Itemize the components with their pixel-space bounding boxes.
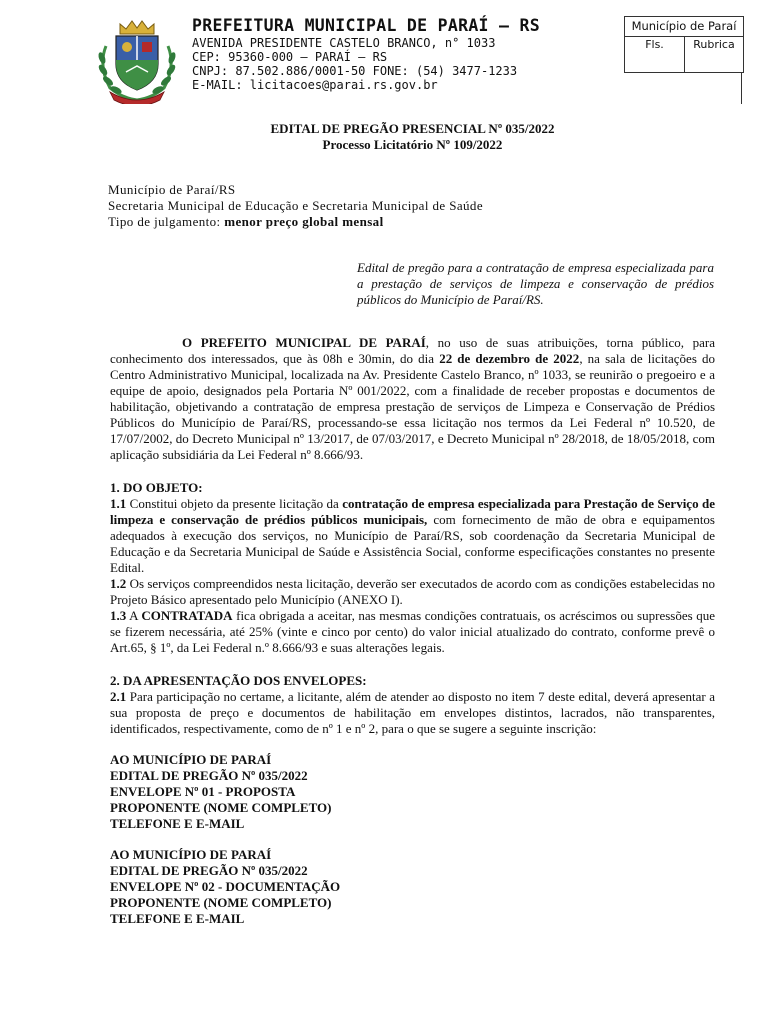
paragraph-text: Para participação no certame, a licitante, além de atender ao disposto no item 7 deste edital, deverá apresentar a sua proposta de preço e documentos de habilitação em envelopes distintos, lacrados, não transparentes, identificados, respectivamente, como de nº 1 e nº 2, para o que se sugere a seguinte inscrição:	[110, 689, 715, 736]
envelope-line: AO MUNICÍPIO DE PARAÍ	[110, 847, 272, 862]
municipality-title: PREFEITURA MUNICIPAL DE PARAÍ – RS	[192, 16, 540, 35]
document-heading	[110, 121, 715, 153]
paragraph-1-1	[110, 496, 715, 576]
envelope-line: ENVELOPE Nº 01 - PROPOSTA	[110, 784, 296, 799]
document-body	[110, 335, 715, 927]
stamp-margin-line	[741, 72, 742, 104]
paragraph-text: Constitui objeto da presente licitação da	[126, 496, 343, 511]
address-line: AVENIDA PRESIDENTE CASTELO BRANCO, n° 1033	[192, 36, 496, 50]
stamp-fls-label: Fls.	[625, 37, 685, 72]
paragraph-text: A	[126, 608, 142, 623]
julgamento-label: Tipo de julgamento:	[108, 214, 225, 229]
email-line: E-MAIL: licitacoes@parai.rs.gov.br	[192, 78, 438, 92]
intro-text-1: , no uso de suas atribuições, torna público, para conhecimento dos interessados, que às 08h e 30min, do dia	[110, 335, 715, 366]
paragraph-1-3	[110, 608, 715, 656]
envelope-line: AO MUNICÍPIO DE PARAÍ	[110, 752, 272, 767]
envelope-line: PROPONENTE (NOME COMPLETO)	[110, 895, 332, 910]
intro-paragraph	[110, 335, 715, 463]
meta-julgamento	[108, 214, 483, 230]
paragraph-bold-text: contratação de empresa especializada para Prestação de Serviço de limpeza e conservação de prédios públicos municipais,	[110, 496, 715, 527]
envelope-line: EDITAL DE PREGÃO Nº 035/2022	[110, 768, 308, 783]
paragraph-bold-text: CONTRATADA	[141, 608, 233, 623]
cep-line: CEP: 95360-000 – PARAÍ – RS	[192, 50, 388, 64]
intro-date: 22 de dezembro de 2022	[439, 351, 580, 366]
section-1-title: 1. DO OBJETO:	[110, 480, 203, 495]
envelope-line: PROPONENTE (NOME COMPLETO)	[110, 800, 332, 815]
envelope-1-label	[110, 752, 715, 832]
edital-title: EDITAL DE PREGÃO PRESENCIAL Nº 035/2022	[270, 121, 555, 136]
envelope-line: EDITAL DE PREGÃO Nº 035/2022	[110, 863, 308, 878]
letterhead	[192, 16, 540, 92]
page-stamp-box	[624, 16, 744, 73]
edital-summary: Edital de pregão para a contratação de empresa especializada para a prestação de serviços de limpeza e conservação de prédios públicos do Município de Paraí/RS.	[357, 260, 714, 307]
envelope-line: TELEFONE E E-MAIL	[110, 816, 245, 831]
envelope-line: ENVELOPE Nº 02 - DOCUMENTAÇÃO	[110, 879, 341, 894]
process-number: Processo Licitatório Nº 109/2022	[322, 137, 503, 152]
document-meta	[108, 182, 483, 230]
meta-secretaria: Secretaria Municipal de Educação e Secretaria Municipal de Saúde	[108, 198, 483, 213]
cnpj-phone-line: CNPJ: 87.502.886/0001-50 FONE: (54) 3477-1233	[192, 64, 518, 78]
envelope-line: TELEFONE E E-MAIL	[110, 911, 245, 926]
stamp-rubrica-label: Rubrica	[693, 38, 735, 51]
item-number: 1.1	[110, 496, 127, 511]
envelope-2-label	[110, 847, 715, 927]
stamp-title: Município de Paraí	[625, 17, 743, 37]
meta-municipio: Município de Paraí/RS	[108, 182, 236, 197]
paragraph-2-1	[110, 689, 715, 737]
municipal-coat-of-arms-icon	[92, 16, 182, 104]
intro-lead: O PREFEITO MUNICIPAL DE PARAÍ	[182, 335, 426, 350]
intro-text-2: , na sala de licitações do Centro Administrativo Municipal, localizada na Av. Presidente Castelo Branco, nº 1033, se reunirão o pregoeiro e a equipe de apoio, designados pela Portaria Nº 001/2022, com a finalidade de receber propostas e documentos de habilitação, objetivando a contratação de empresa prestação de serviços de Limpeza e Conservação de Prédios Públicos do Município de Paraí/RS, processando-se essa licitação nos termos da Lei Federal nº 10.520, de 17/07/2002, do Decreto Municipal nº 13/2017, de 07/03/2017, e Decreto Municipal nº 28/2018, de 18/05/2018, com aplicação subsidiária da Lei Federal nº 8.666/93.	[110, 351, 715, 462]
item-number: 1.2	[110, 576, 127, 591]
stamp-fields	[625, 37, 743, 72]
julgamento-value: menor preço global mensal	[224, 214, 384, 229]
item-number: 2.1	[110, 689, 127, 704]
paragraph-text: fica obrigada a aceitar, nas mesmas condições contratuais, os acréscimos ou supressões que se fizerem necessária, até 25% (vinte e cinco por cento) do valor inicial atualizado do contrato, conforme prevê o Art.65, § 1º, da Lei Federal n.º 8.666/93 e suas alterações legais.	[110, 608, 715, 655]
paragraph-1-2	[110, 576, 715, 608]
section-2-title: 2. DA APRESENTAÇÃO DOS ENVELOPES:	[110, 673, 367, 688]
item-number: 1.3	[110, 608, 127, 623]
paragraph-text: Os serviços compreendidos nesta licitação, deverão ser executados de acordo com as condições estabelecidas no Projeto Básico apresentado pelo Município (ANEXO I).	[110, 576, 715, 607]
paragraph-text: com fornecimento de mão de obra e equipamentos adequados à execução dos serviços, no Município de Paraí/RS, sob coordenação da Secretaria Municipal de Educação e da Secretaria Municipal de Saúde e Assistência Social, conforme especificações constantes no presente Edital.	[110, 512, 715, 575]
